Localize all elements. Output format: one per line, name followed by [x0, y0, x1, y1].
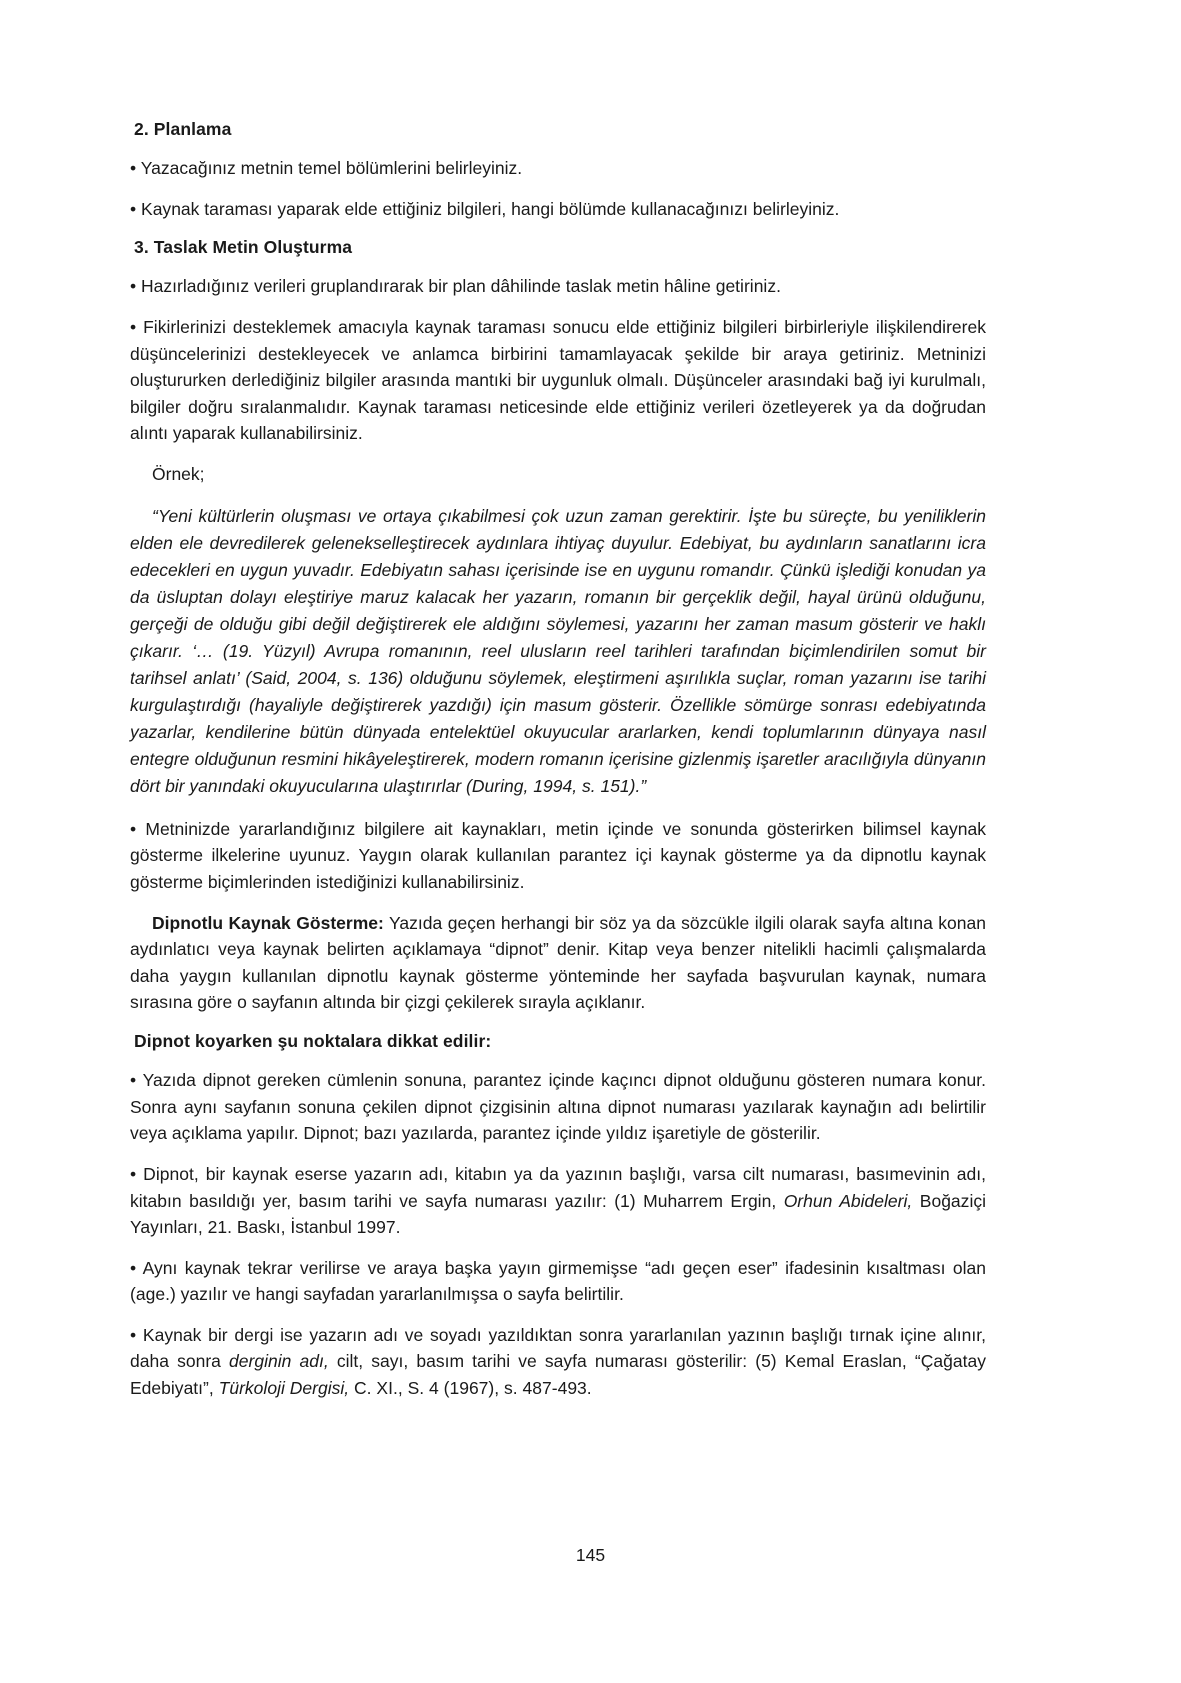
heading-taslak-metin-olusturma: 3. Taslak Metin Oluşturma	[134, 237, 353, 258]
derginin-adi-italic: derginin adı,	[229, 1351, 329, 1372]
ornek-label: Örnek;	[152, 463, 205, 484]
heading-dipnot-koyarken: Dipnot koyarken şu noktalara dikkat edilir:	[134, 1031, 492, 1052]
bullet-planlama-2: • Kaynak taraması yaparak elde ettiğiniz bilgileri, hangi bölümde kullanacağınızı belirleyiniz.	[130, 198, 840, 219]
turkoloji-dergisi-title: Türkoloji Dergisi,	[218, 1378, 350, 1399]
page-content	[130, 118, 986, 1402]
bullet-planlama-1: • Yazacağınız metnin temel bölümlerini belirleyiniz.	[130, 158, 523, 179]
bullet-kaynak-gosterme: • Metninizde yararlandığınız bilgilere ait kaynakları, metin içinde ve sonunda gösterirken bilimsel kaynak gösterme ilkelerine uyunuz. Yaygın olarak kullanılan parantez içi kaynak gösterme ya da dipnotlu kaynak gösterme biçimlerinden istediğinizi kullanabilirsiniz.	[130, 818, 986, 893]
dipnotlu-label: Dipnotlu Kaynak Gösterme:	[152, 912, 384, 933]
dipnot-bullet-4-part3: C. XI., S. 4 (1967), s. 487-493.	[349, 1378, 592, 1399]
dipnot-bullet-3: • Aynı kaynak tekrar verilirse ve araya başka yayın girmemişse “adı geçen eser” ifadesinin kısaltması olan (age.) yazılır ve hangi sayfadan yararlanılmışsa o sayfa belirtilir.	[130, 1257, 986, 1305]
orhun-abideleri-title: Orhun Abideleri,	[783, 1190, 913, 1211]
dipnot-bullet-2-part1: • Dipnot, bir kaynak eserse yazarın adı, kitabın ya da yazının başlığı, varsa cilt numarası, basımevinin adı, kitabın basıldığı yer, basım tarihi ve sayfa numarası yazılır: (1) Muharrem Ergin,	[130, 1163, 986, 1211]
heading-planlama: 2. Planlama	[134, 119, 232, 139]
bullet-taslak-1: • Hazırladığınız verileri gruplandırarak bir plan dâhilinde taslak metin hâline getiriniz.	[130, 276, 781, 297]
quote-block: “Yeni kültürlerin oluşması ve ortaya çıkabilmesi çok uzun zaman gerektirir. İşte bu süreçte, bu yeniliklerin elden ele devredilerek gelenekselleştirecek aydınlara ihtiyaç duyulur. Edebiyat, bu aydınların sanatlarını icra edecekleri en uygun yuvadır. Edebiyatın sahası içerisinde ise en uygunu romandır. Çünkü işlediği konudan ya da üsluptan dolayı eleştiriye maruz kalacak her yazarın, romanın bir gerçeklik değil, hayal ürünü olduğunu, gerçeği de olduğu gibi değil değiştirerek ele aldığını söylemesi, yazarını her zaman masum gösterir ve haklı çıkarır. ‘… (19. Yüzyıl) Avrupa romanının, reel ulusların reel tarihleri tarafından biçimlendirilen somut bir tarihsel anlatı’ (Said, 2004, s. 136) olduğunu söylemek, eleştirmeni aşırılıkla suçlar, roman yazarını ise tarihi kurgulaştırdığı (hayaliyle değiştirerek yazdığı) için masum gösterir. Özellikle sömürge sonrası edebiyatında yazarlar, kendilerine bütün dünyada entelektüel okuyucular ararlarken, kendi toplumlarının dünyaya nasıl entegre olduğunun resmini hikâyeleştirerek, modern romanın içerisine gizlenmiş işaretler aracılığıyla dünyanın dört bir yanındaki okuyucularına ulaştırırlar (During, 1994, s. 151).”	[130, 505, 986, 796]
paragraph-dipnotlu-kaynak-gosterme	[130, 910, 986, 1016]
dipnot-bullet-2-part2: Boğaziçi Yayınları, 21. Baskı, İstanbul 1997.	[130, 1190, 986, 1238]
dipnot-bullet-1: • Yazıda dipnot gereken cümlenin sonuna, parantez içinde kaçıncı dipnot olduğunu gösteren numara konur. Sonra aynı sayfanın sonuna çekilen dipnot çizgisinin altına dipnot numarası yazılarak kaynağın adı belirtilir veya açıklama yapılır. Dipnot; bazı yazılarda, parantez içinde yıldız işaretiyle de gösterilir.	[130, 1070, 986, 1144]
dipnot-bullet-2	[130, 1161, 986, 1241]
bullet-taslak-2: • Fikirlerinizi desteklemek amacıyla kaynak taraması sonucu elde ettiğiniz bilgileri birbirleriyle ilişkilendirerek düşüncelerinizi destekleyecek ve anlamca birbirini tamamlayacak şekilde bir araya getiriniz. Metninizi oluştururken derlediğiniz bilgiler arasında mantıki bir uygunluk olmalı. Düşünceler arasındaki bağ iyi kurulmalı, bilgiler doğru sıralanmalıdır. Kaynak taraması neticesinde elde ettiğiniz verileri özetleyerek ya da doğrudan alıntı yaparak kullanabilirsiniz.	[130, 316, 986, 444]
dipnot-bullet-4-part1: • Kaynak bir dergi ise yazarın adı ve soyadı yazıldıktan sonra yararlanılan yazının başlığı tırnak içine alınır, daha sonra	[130, 1324, 986, 1372]
dipnotlu-text: Yazıda geçen herhangi bir söz ya da sözcükle ilgili olarak sayfa altına konan aydınlatıcı veya kaynak belirten açıklamaya “dipnot” denir. Kitap veya benzer nitelikli hacimli çalışmalarda daha yaygın kullanılan dipnotlu kaynak gösterme yönteminde her sayfada başvurulan kaynak, numara sırasına göre o sayfanın altında bir çizgi çekilerek sırayla açıklanır.	[130, 912, 987, 1013]
dipnot-bullet-4-part2: cilt, sayı, basım tarihi ve sayfa numarası gösterilir: (5) Kemal Eraslan, “Çağatay Edebiyatı”,	[130, 1351, 986, 1399]
dipnot-bullet-4	[130, 1322, 986, 1402]
page-number: 145	[575, 1545, 606, 1565]
